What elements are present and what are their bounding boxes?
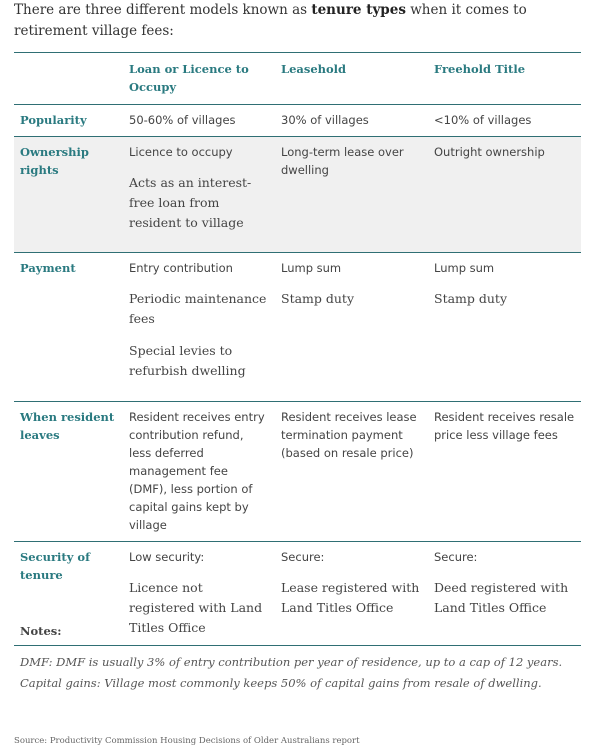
cell-payment-leasehold: [275, 253, 428, 402]
cell-line: <10% of villages: [434, 113, 532, 127]
cell-line: Entry contribution: [129, 261, 233, 275]
cell-line: Deed registered with Land Titles Office: [434, 580, 569, 615]
tenure-types-table: [14, 52, 581, 646]
cell-line: Licence not registered with Land Titles Office: [129, 580, 263, 635]
cell-line: Lump sum: [281, 261, 342, 275]
cell-line: Secure:: [281, 550, 325, 564]
cell-line: Long-term lease over dwelling: [281, 145, 404, 177]
cell-line: Acts as an interest-free loan from resident to village: [129, 175, 252, 230]
cell-leaves-loan: [123, 402, 275, 542]
intro-bold-term: tenure types: [311, 2, 406, 18]
cell-line: Stamp duty: [434, 291, 508, 306]
cell-payment-freehold: [428, 253, 581, 402]
notes-label: Notes:: [20, 624, 62, 638]
header-freehold: Freehold Title: [434, 62, 526, 76]
source-citation: Source: Productivity Commission Housing Decisions of Older Australians report: [14, 736, 360, 746]
cell-line: Licence to occupy: [129, 145, 233, 159]
cell-line: Outright ownership: [434, 145, 545, 159]
note-dmf: DMF: DMF is usually 3% of entry contribution per year of residence, up to a cap of 12 years.: [20, 655, 563, 669]
cell-line: Resident receives lease termination payment (based on resale price): [281, 410, 417, 460]
intro-suffix: when it comes to retirement village fees:: [14, 2, 527, 39]
header-leasehold: Leasehold: [281, 62, 347, 76]
cell-line: Resident receives entry contribution refund, less deferred management fee (DMF), less portion of capital gains kept by village: [129, 410, 265, 532]
row-label-security: Security of tenure: [20, 550, 91, 582]
header-loan-licence: Loan or Licence to Occupy: [129, 62, 249, 94]
cell-line: Low security:: [129, 550, 205, 564]
cell-leaves-leasehold: [275, 402, 428, 542]
row-popularity: [14, 105, 581, 137]
cell-line: Secure:: [434, 550, 478, 564]
row-label-payment: Payment: [20, 261, 76, 275]
cell-line: Periodic maintenance fees: [129, 291, 267, 326]
cell-leaves-freehold: [428, 402, 581, 542]
cell-line: 30% of villages: [281, 113, 369, 127]
row-ownership-rights: [14, 137, 581, 253]
cell-popularity-leasehold: [275, 105, 428, 137]
row-label-leaves: When resident leaves: [20, 410, 115, 442]
intro-prefix: There are three different models known as: [14, 2, 312, 18]
row-label-popularity: Popularity: [20, 113, 87, 127]
cell-line: Stamp duty: [281, 291, 355, 306]
cell-line: Lump sum: [434, 261, 495, 275]
cell-popularity-freehold: [428, 105, 581, 137]
cell-ownership-loan: [123, 137, 275, 253]
notes-section: [20, 624, 580, 694]
cell-popularity-loan: [123, 105, 275, 137]
row-when-resident-leaves: [14, 402, 581, 542]
cell-payment-loan: [123, 253, 275, 402]
cell-line: 50-60% of villages: [129, 113, 236, 127]
header-blank: [14, 53, 123, 105]
cell-line: Special levies to refurbish dwelling: [129, 343, 246, 378]
cell-ownership-freehold: [428, 137, 581, 253]
cell-ownership-leasehold: [275, 137, 428, 253]
cell-line: Resident receives resale price less village fees: [434, 410, 575, 442]
cell-line: Lease registered with Land Titles Office: [281, 580, 420, 615]
row-payment: [14, 253, 581, 402]
row-label-ownership: Ownership rights: [20, 145, 89, 177]
table-header-row: [14, 53, 581, 105]
note-capital-gains: Capital gains: Village most commonly keeps 50% of capital gains from resale of dwelling.: [20, 676, 542, 690]
intro-paragraph: [14, 0, 579, 42]
